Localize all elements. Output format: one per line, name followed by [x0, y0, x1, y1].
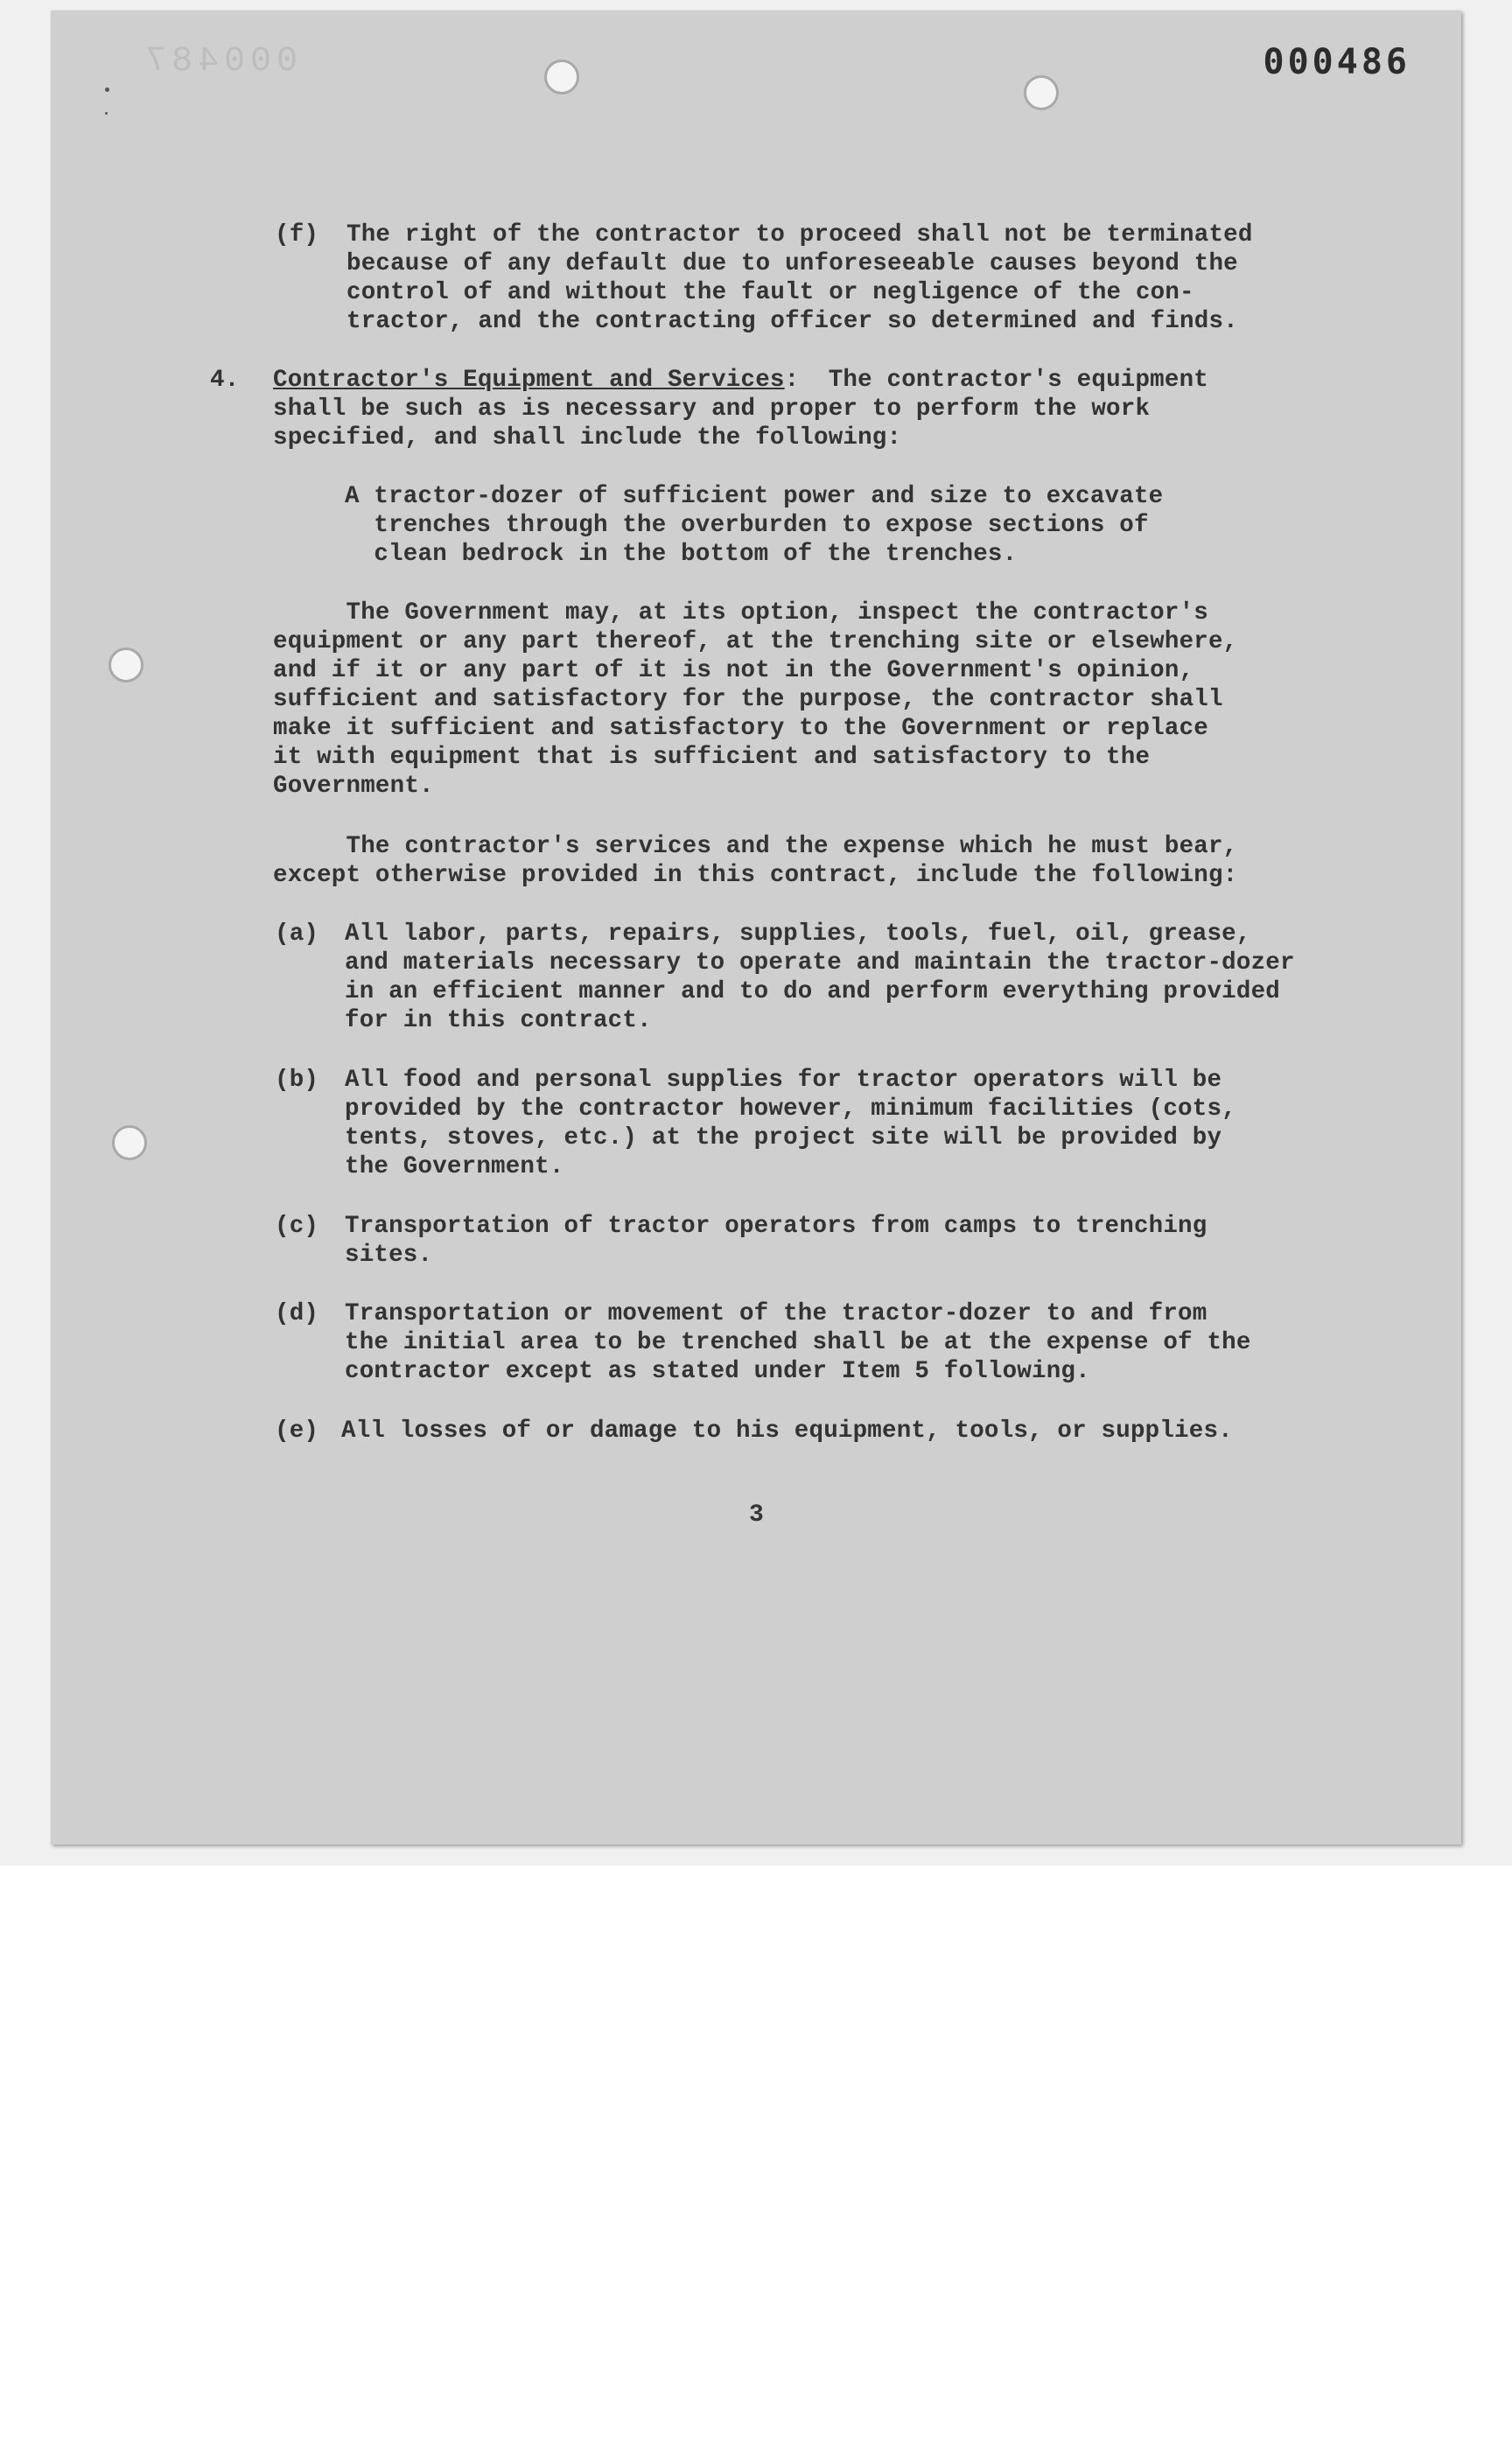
item-e-line-1: All losses of or damage to his equipment, tools, or supplies.: [341, 1418, 1233, 1445]
item-b-marker: (b): [275, 1067, 319, 1094]
page-number: 3: [749, 1502, 764, 1529]
inspect-paragraph-line-3: and if it or any part of it is not in the Government's opinion,: [273, 657, 1194, 684]
inspect-paragraph-line-1: The Government may, at its option, inspect the contractor's: [273, 599, 1208, 626]
inspect-paragraph-line-4: sufficient and satisfactory for the purpose, the contractor shall: [273, 686, 1223, 713]
item-b-line-3: tents, stoves, etc.) at the project site will be provided by: [345, 1124, 1222, 1152]
inspect-paragraph-line-6: it with equipment that is sufficient and satisfactory to the: [273, 744, 1151, 771]
item-f-marker: (f): [275, 221, 319, 248]
item-f-line-3: control of and without the fault or negligence of the con-: [346, 279, 1194, 306]
bleed-through-number: 000487: [140, 42, 298, 81]
item-d-line-3: contractor except as stated under Item 5 following.: [345, 1358, 1090, 1385]
item-f-line-4: tractor, and the contracting officer so determined and finds.: [346, 308, 1238, 335]
item-b-line-4: the Government.: [345, 1153, 564, 1180]
item-c-line-1: Transportation of tractor operators from camps to trenching: [345, 1213, 1208, 1240]
item-c-line-2: sites.: [345, 1242, 433, 1269]
tractor-line-1: A tractor-dozer of sufficient power and size to excavate: [345, 483, 1164, 510]
scan-speck: [105, 112, 108, 115]
item-a-line-4: for in this contract.: [345, 1007, 652, 1034]
services-paragraph-line-1: The contractor's services and the expense which he must bear,: [273, 833, 1238, 860]
item-a-marker: (a): [275, 920, 319, 948]
item-a-line-2: and materials necessary to operate and maintain the tractor-dozer: [345, 949, 1295, 976]
item-b-line-1: All food and personal supplies for tractor operators will be: [345, 1067, 1222, 1094]
item-e-marker: (e): [275, 1418, 319, 1445]
tractor-line-2: trenches through the overburden to expose sections of: [345, 512, 1149, 539]
item-d-marker: (d): [275, 1300, 319, 1327]
inspect-paragraph-line-2: equipment or any part thereof, at the trenching site or elsewhere,: [273, 628, 1238, 655]
services-paragraph-line-2: except otherwise provided in this contract, include the following:: [273, 862, 1238, 889]
punch-hole-left-lower: [112, 1125, 147, 1160]
item-a-line-1: All labor, parts, repairs, supplies, tools, fuel, oil, grease,: [345, 920, 1251, 948]
inspect-paragraph-line-7: Government.: [273, 773, 434, 800]
item-d-line-1: Transportation or movement of the tractor-dozer to and from: [345, 1300, 1208, 1327]
inspect-paragraph-line-5: make it sufficient and satisfactory to the Government or replace: [273, 715, 1208, 742]
tractor-line-3: clean bedrock in the bottom of the trenches.: [345, 541, 1018, 568]
section-4-heading: Contractor's Equipment and Services: [273, 367, 785, 394]
section-4-line-1: shall be such as is necessary and proper to perform the work: [273, 396, 1151, 423]
item-b-line-2: provided by the contractor however, minimum facilities (cots,: [345, 1096, 1236, 1123]
document-number-stamp: 000486: [1263, 42, 1410, 82]
item-c-marker: (c): [275, 1213, 319, 1240]
section-4-line-2: specified, and shall include the following:: [273, 424, 902, 452]
section-4-heading-line: [273, 366, 1208, 395]
item-d-line-2: the initial area to be trenched shall be at the expense of the: [345, 1329, 1251, 1356]
item-f-line-1: The right of the contractor to proceed shall not be terminated: [346, 221, 1253, 248]
punch-hole-top-right: [1024, 75, 1059, 110]
scan-speck: [105, 88, 109, 92]
punch-hole-top-left: [544, 60, 579, 94]
punch-hole-left-upper: [108, 648, 144, 682]
section-4-number: 4.: [210, 367, 240, 394]
section-4-heading-rest: : The contractor's equipment: [784, 367, 1208, 394]
item-f-line-2: because of any default due to unforeseeable causes beyond the: [346, 250, 1238, 277]
item-a-line-3: in an efficient manner and to do and perform everything provided: [345, 978, 1280, 1005]
